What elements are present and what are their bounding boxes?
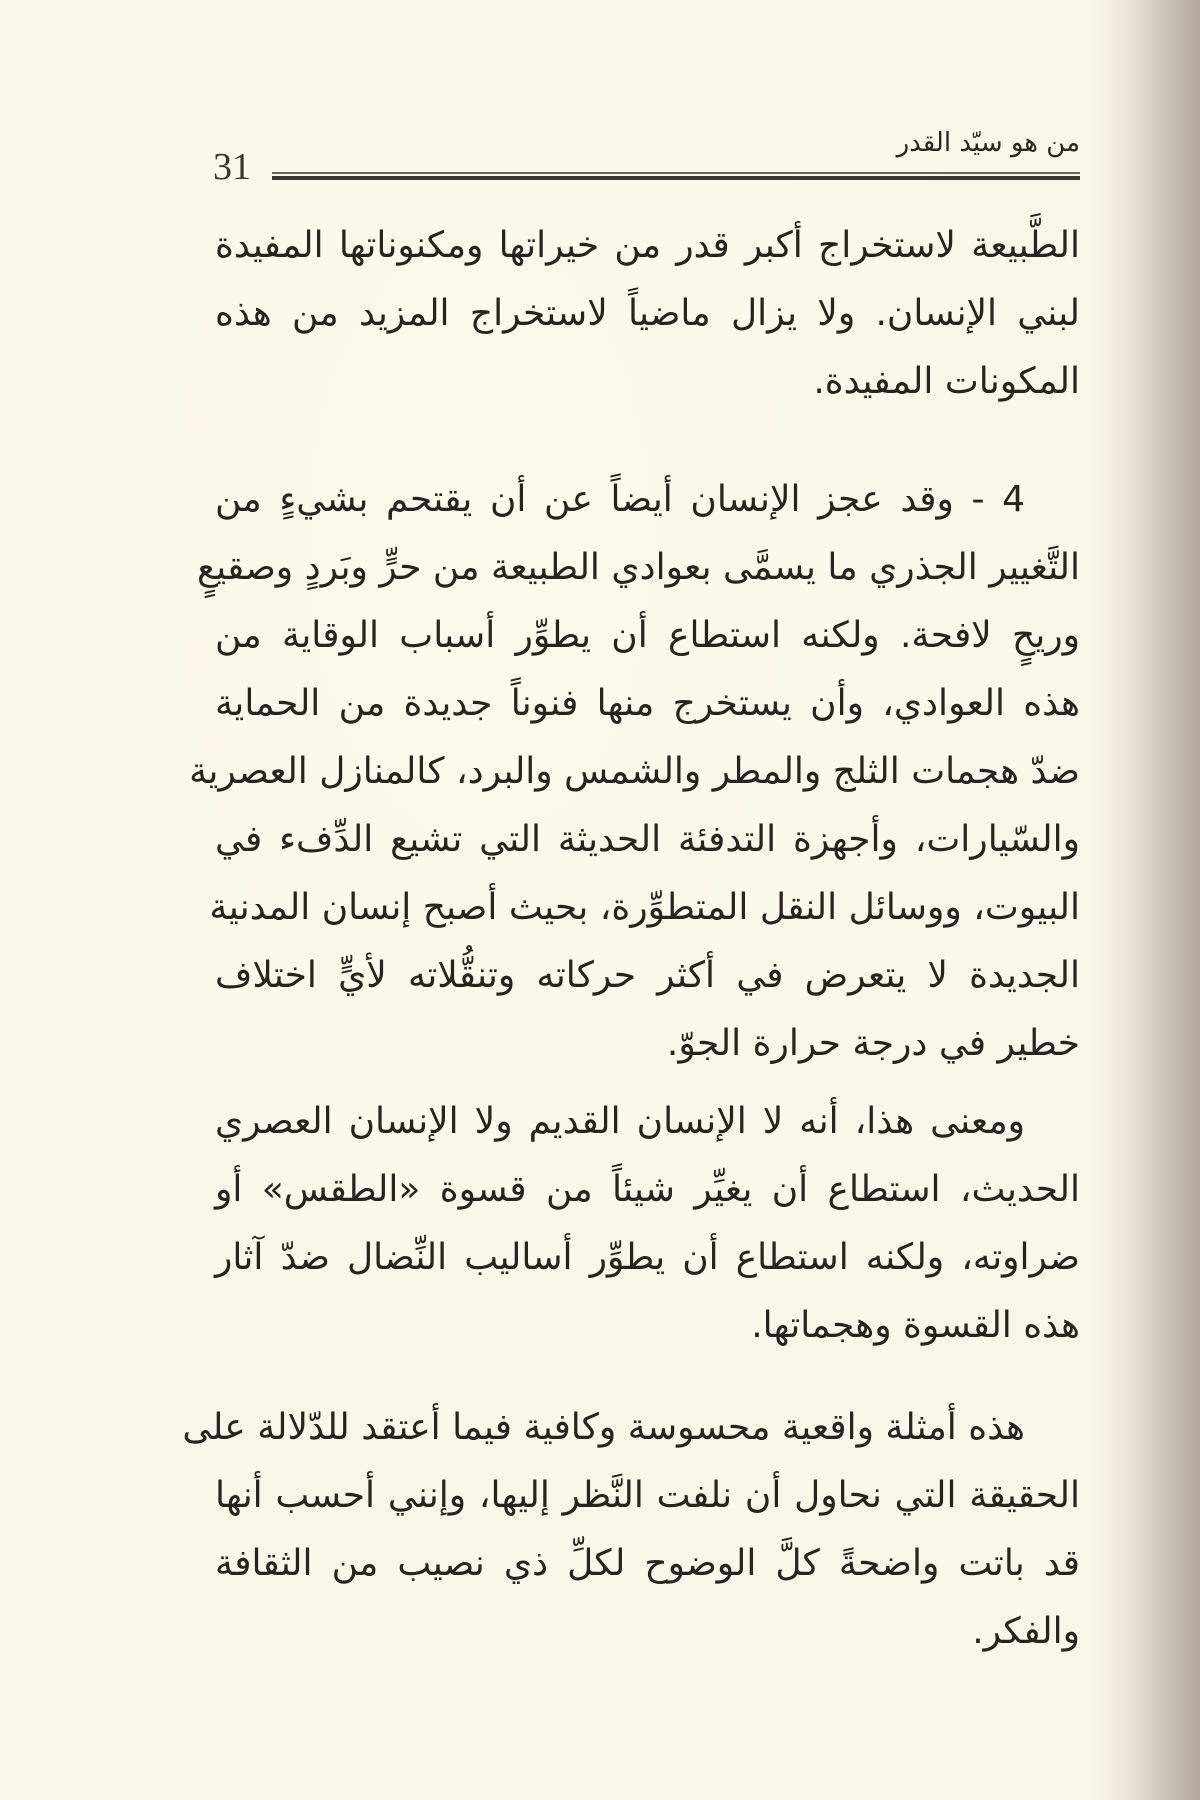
text-line: قد باتت واضحةً كلَّ الوضوح لكلِّ ذي نصيب من الثقافة [215,1543,1080,1584]
paragraph-1 [215,212,1080,416]
paragraph-3 [215,1088,1080,1360]
text-line: هذه العوادي، وأن يستخرج منها فنوناً جديدة من الحماية [215,683,1080,724]
paragraph-4 [182,1394,1080,1666]
running-header-title: من هو سيّد القدر [896,128,1080,158]
text-line: البيوت، ووسائل النقل المتطوِّرة، بحيث أصبح إنسان المدنية [209,887,1080,928]
text-line: الحديث، استطاع أن يغيِّر شيئاً من قسوة «الطقس» أو [215,1169,1080,1210]
text-line: ومعنى هذا، أنه لا الإنسان القديم ولا الإنسان العصري [215,1101,1025,1142]
page-binding-edge-shadow [1090,0,1200,1800]
text-line: لبني الإنسان. ولا يزال ماضياً لاستخراج المزيد من هذه [215,293,1080,334]
text-line: الطَّبيعة لاستخراج أكبر قدر من خيراتها ومكنوناتها المفيدة [215,225,1080,266]
text-line: والفكر. [972,1611,1080,1652]
text-line: هذه أمثلة واقعية محسوسة وكافية فيما أعتقد للدّلالة على [182,1407,1025,1448]
header-double-rule [272,172,1080,182]
header-rule-thick-line [272,176,1080,180]
page-number: 31 [213,146,251,188]
text-line: التَّغيير الجذري ما يسمَّى بعوادي الطبيعة من حرٍّ وبَردٍ وصقيعٍ [196,547,1080,588]
text-line: ضدّ هجمات الثلج والمطر والشمس والبرد، كالمنازل العصرية [189,751,1080,792]
text-line: المكونات المفيدة. [813,361,1080,402]
text-line: الحقيقة التي نحاول أن نلفت النَّظر إليها، وإنني أحسب أنها [215,1475,1080,1516]
text-line: ضراوته، ولكنه استطاع أن يطوِّر أساليب النِّضال ضدّ آثار [215,1237,1080,1278]
text-line: الجديدة لا يتعرض في أكثر حركاته وتنقُّلاته لأيٍّ اختلاف [215,955,1080,996]
text-line: 4 - وقد عجز الإنسان أيضاً عن أن يقتحم بشيءٍ من [215,479,1025,520]
text-line: هذه القسوة وهجماتها. [751,1305,1080,1346]
text-line: وريحٍ لافحة. ولكنه استطاع أن يطوِّر أسباب الوقاية من [215,615,1080,656]
text-line: والسّيارات، وأجهزة التدفئة الحديثة التي تشيع الدِّفء في [215,819,1080,860]
paragraph-2-numbered-item-4 [189,466,1080,1078]
text-line: خطير في درجة حرارة الجوّ. [666,1023,1080,1064]
header-rule-thin-line [272,172,1080,174]
